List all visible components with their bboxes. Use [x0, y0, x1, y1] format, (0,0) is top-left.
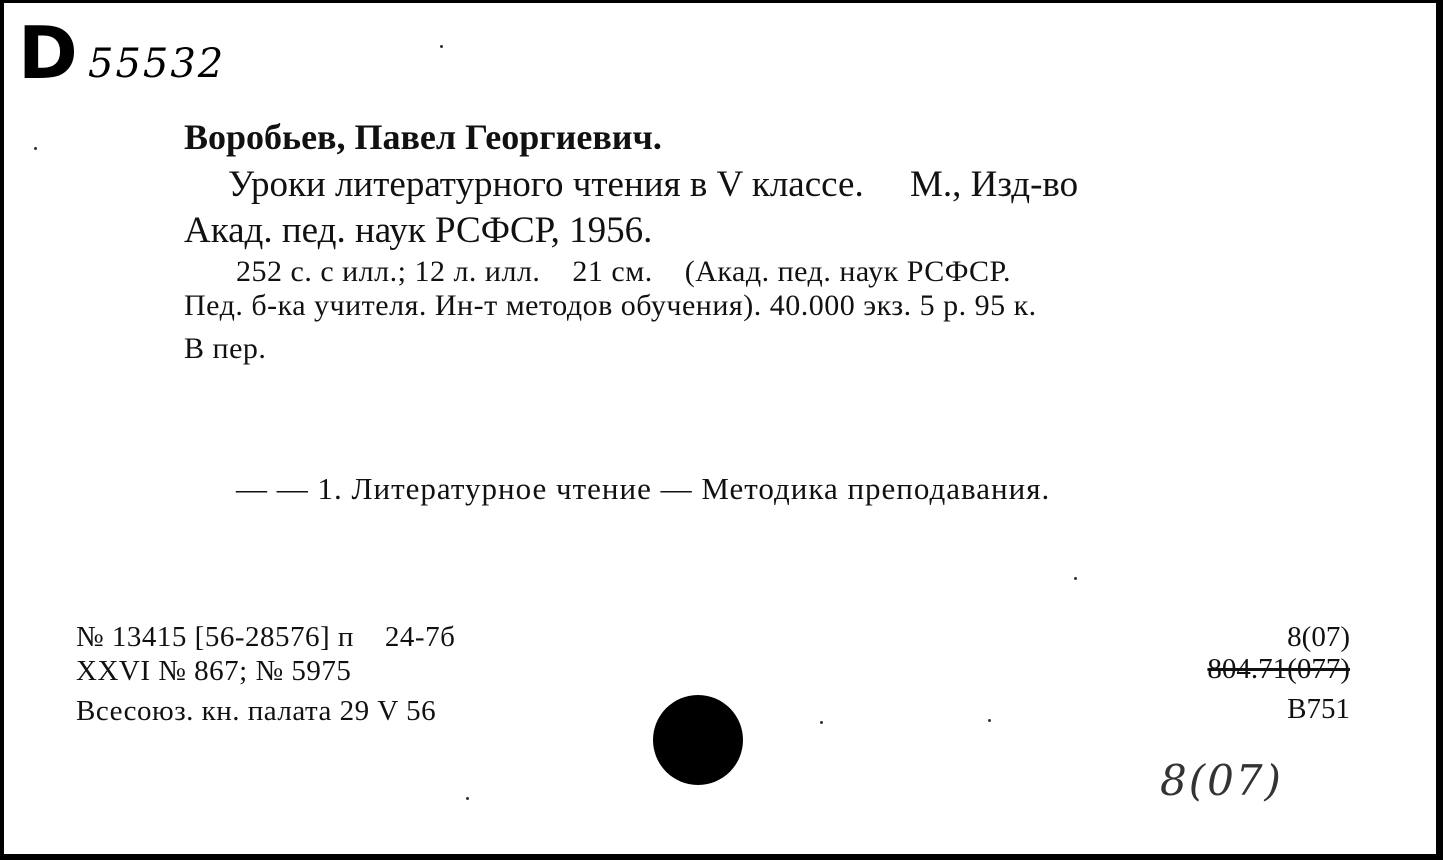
speck-mark	[820, 721, 823, 724]
speck-mark	[1074, 577, 1077, 580]
subject-heading: — — 1. Литературное чтение — Методика преподавания.	[236, 471, 1051, 506]
physical-description-line-3: В пер.	[184, 332, 267, 365]
author-mark: В751	[1287, 693, 1350, 725]
title-line-2: Акад. пед. наук РСФСР, 1956.	[184, 210, 653, 251]
speck-mark	[34, 147, 37, 150]
catalog-card	[4, 3, 1436, 854]
speck-mark	[466, 797, 469, 800]
registration-line-3: Всесоюз. кн. палата 29 V 56	[76, 695, 437, 727]
classification-code-1: 8(07)	[1287, 621, 1350, 653]
physical-description-line-2: Пед. б-ка учителя. Ин-т методов обучения). 40.000 экз. 5 р. 95 к.	[184, 289, 1037, 322]
registration-line-2: XXVI № 867; № 5975	[76, 655, 352, 687]
speck-mark	[988, 719, 991, 722]
call-number: 55532	[88, 41, 226, 87]
physical-description-line-1: 252 с. с илл.; 12 л. илл. 21 см. (Акад. пед. наук РСФСР.	[236, 255, 1011, 288]
handwritten-note: 8(07)	[1160, 756, 1283, 805]
classification-code-2: 804.71(077)	[1207, 653, 1350, 685]
author-heading: Воробьев, Павел Георгиевич.	[184, 117, 662, 157]
speck-mark	[440, 45, 443, 48]
registration-line-1: № 13415 [56-28576] п 24-7б	[76, 621, 456, 653]
punch-hole	[653, 695, 743, 785]
title-line-1: Уроки литературного чтения в V классе. М., Изд-во	[228, 164, 1079, 205]
call-number-letter: D	[18, 11, 78, 95]
